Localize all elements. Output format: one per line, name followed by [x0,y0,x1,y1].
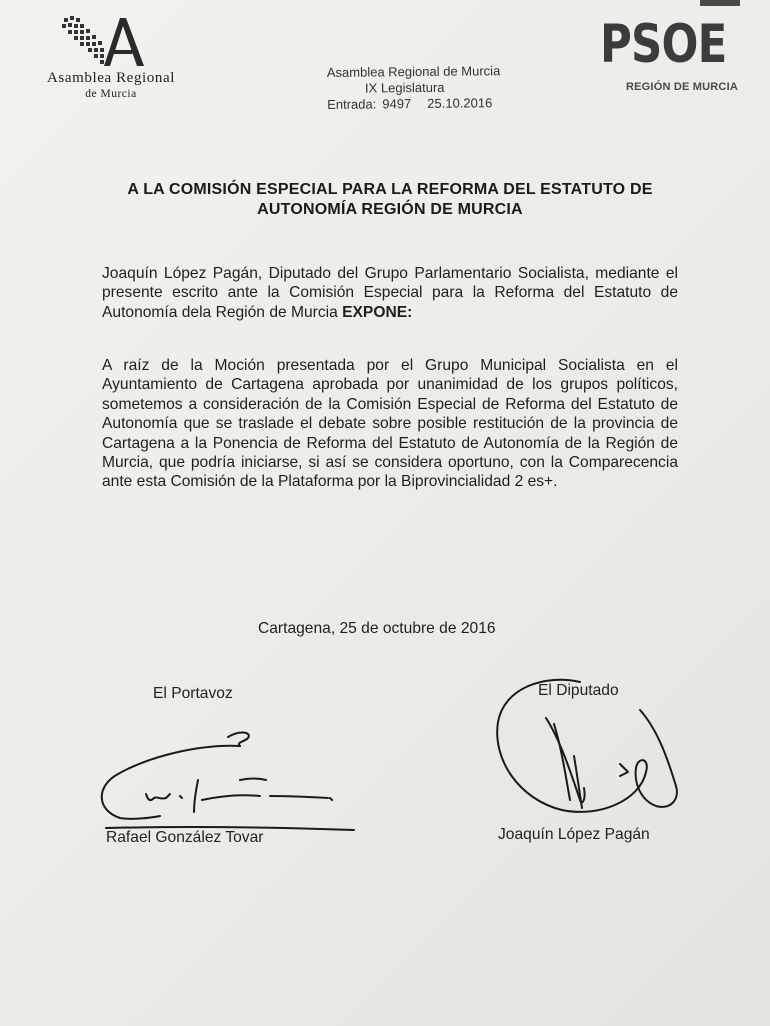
psoe-wordmark: PSOE [600,14,727,75]
asamblea-name: Asamblea Regional [46,70,176,86]
stamp-institution: Asamblea Regional de Murcia [326,63,501,80]
diputado-signature [470,660,700,835]
psoe-logo-bar [700,0,740,6]
title-line-1: A LA COMISIÓN ESPECIAL PARA LA REFORMA DEL ESTATUTO DE [127,181,653,198]
stamp-legislature: IX Legislatura [364,79,445,96]
portavoz-signature [90,720,370,840]
document-title [90,180,690,220]
expone-label: EXPONE: [342,303,413,321]
psoe-logo [600,0,750,100]
intro-paragraph [102,264,678,322]
place-date: Cartagena, 25 de octubre de 2016 [258,620,496,637]
intro-text: Joaquín López Pagán, Diputado del Grupo Parlamentario Socialista, mediante el presente escrito ante la Comisión Especial para la Reforma del Estatuto de Autonomía dela Región de Murcia [102,265,678,321]
body-paragraph: A raíz de la Moción presentada por el Grupo Municipal Socialista en el Ayuntamiento de Cartagena aprobada por unanimidad de los grupos políticos, sometemos a consideración de la Comisión Especial de Reforma del Estatuto de Autonomía que se traslade el debate sobre posible restitución de la provincia de Cartagena a la Ponencia de Reforma del Estatuto de Autonomía de la Región de Murcia, que podría iniciarse, si así se considera oportuno, con la Comparecencia ante esta Comisión de la Plataforma por la Biprovincialidad 2 es+. [102,357,678,491]
portavoz-role: El Portavoz [153,685,233,702]
psoe-region: REGIÓN DE MURCIA [626,81,738,93]
title-line-2: AUTONOMÍA REGIÓN DE MURCIA [257,201,523,218]
stamp-entry [300,95,540,114]
diputado-name: Joaquín López Pagán [498,826,650,843]
portavoz-name: Rafael González Tovar [106,829,264,846]
asamblea-subtitle: de Murcia [85,88,137,100]
asamblea-emblem-icon [58,14,148,70]
registry-stamp [300,63,540,114]
stamp-entry-number: 9497 [382,96,412,112]
asamblea-logo [26,14,206,104]
diputado-role: El Diputado [538,682,619,699]
stamp-entry-date: 25.10.2016 [427,95,493,111]
stamp-entry-label: Entrada: [327,96,377,112]
